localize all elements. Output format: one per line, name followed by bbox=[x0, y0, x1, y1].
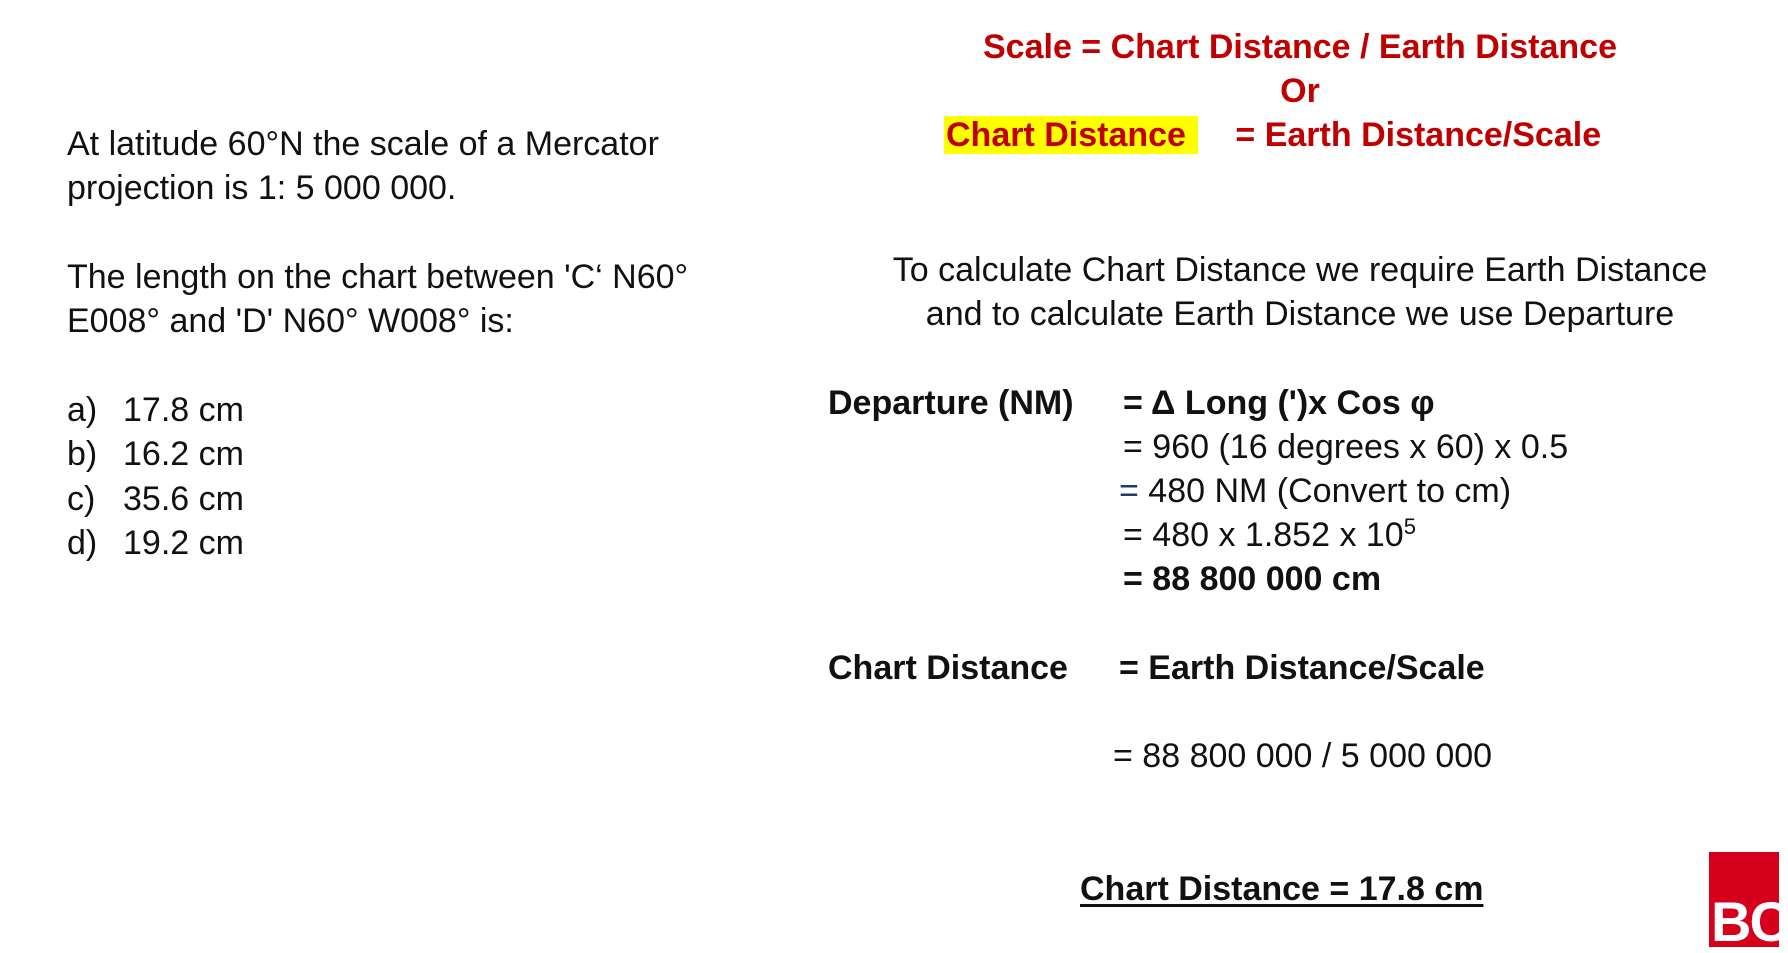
departure-step-3-text: 480 NM (Convert to cm) bbox=[1138, 472, 1512, 510]
option-text: 17.8 cm bbox=[123, 391, 244, 429]
chart-distance-label: Chart Distance bbox=[828, 649, 1068, 687]
question-line-1: At latitude 60°N the scale of a Mercator bbox=[67, 125, 659, 163]
question-line-3: The length on the chart between 'C‘ N60° bbox=[67, 258, 689, 296]
option-letter: b) bbox=[67, 435, 98, 473]
logo-text: BC bbox=[1711, 890, 1788, 953]
departure-step-4 bbox=[1123, 513, 1416, 557]
formula-or: Or bbox=[1280, 72, 1320, 110]
explanation-line-1: To calculate Chart Distance we require Earth Distance bbox=[892, 251, 1708, 289]
highlighted-chart-distance: Chart Distance bbox=[944, 116, 1198, 154]
departure-step-2: = 960 (16 degrees x 60) x 0.5 bbox=[1123, 428, 1569, 466]
formula-line-1: Scale = Chart Distance / Earth Distance bbox=[983, 28, 1617, 66]
exponent: 5 bbox=[1403, 514, 1416, 539]
option-b[interactable] bbox=[67, 432, 244, 476]
chart-distance-formula: = Earth Distance/Scale bbox=[1119, 649, 1485, 687]
departure-label: Departure (NM) bbox=[828, 384, 1074, 422]
brand-logo bbox=[1709, 852, 1788, 953]
question-line-2: projection is 1: 5 000 000. bbox=[67, 169, 457, 207]
departure-step-3 bbox=[1119, 469, 1511, 513]
title-fragment bbox=[480, 0, 510, 6]
option-text: 35.6 cm bbox=[123, 480, 244, 518]
option-letter: c) bbox=[67, 480, 96, 518]
departure-step-4-text: = 480 x 1.852 x 10 bbox=[1123, 516, 1404, 554]
departure-step-1: = Δ Long (')x Cos φ bbox=[1123, 384, 1435, 422]
formula-line-3 bbox=[944, 113, 1601, 157]
option-text: 16.2 cm bbox=[123, 435, 244, 473]
formula-rest: = Earth Distance/Scale bbox=[1235, 116, 1602, 154]
departure-step-5: = 88 800 000 cm bbox=[1123, 560, 1382, 598]
option-c[interactable] bbox=[67, 477, 244, 521]
option-letter: a) bbox=[67, 391, 98, 429]
chart-distance-result: Chart Distance = 17.8 cm bbox=[1080, 870, 1484, 908]
explanation-line-2: and to calculate Earth Distance we use Departure bbox=[925, 295, 1675, 333]
option-a[interactable] bbox=[67, 388, 244, 432]
chart-distance-calc: = 88 800 000 / 5 000 000 bbox=[1113, 737, 1493, 775]
equals-sign: = bbox=[1119, 472, 1139, 510]
option-text: 19.2 cm bbox=[123, 524, 244, 562]
option-letter: d) bbox=[67, 524, 98, 562]
question-line-4: E008° and 'D' N60° W008° is: bbox=[67, 302, 514, 340]
option-d[interactable] bbox=[67, 521, 244, 565]
